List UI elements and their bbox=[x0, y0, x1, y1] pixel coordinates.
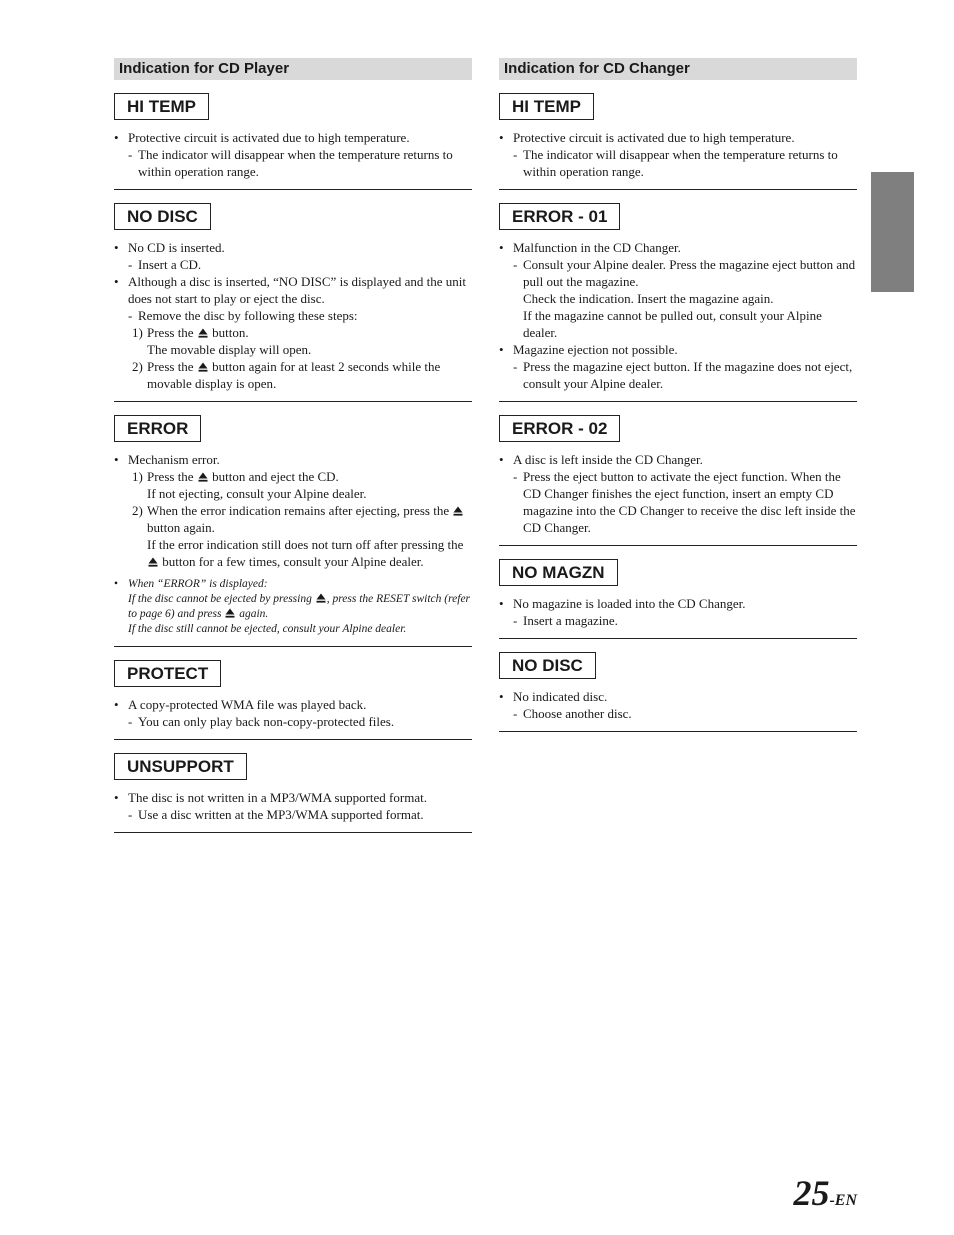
block-protect bbox=[114, 660, 472, 740]
item-text: No indicated disc. bbox=[513, 689, 608, 704]
cd-changer-column bbox=[499, 58, 857, 745]
step-text: button. bbox=[212, 325, 249, 340]
item-text: Protective circuit is activated due to high temperature. bbox=[128, 130, 410, 145]
label-no-disc: NO DISC bbox=[499, 652, 596, 679]
step-number: 2) bbox=[132, 503, 143, 518]
list-no-disc bbox=[114, 239, 472, 392]
step-text: button again. bbox=[147, 520, 215, 535]
step-2 bbox=[128, 358, 472, 392]
eject-icon bbox=[225, 608, 235, 618]
item-text: Magazine ejection not possible. bbox=[513, 342, 678, 357]
sub-item: - Insert a magazine. bbox=[513, 612, 857, 629]
step-text: Press the bbox=[147, 469, 194, 484]
list-item bbox=[114, 239, 472, 273]
item-text: No CD is inserted. bbox=[128, 240, 225, 255]
note-text: again. bbox=[239, 608, 269, 620]
list-item bbox=[499, 688, 857, 722]
block-no-disc-changer bbox=[499, 652, 857, 732]
note-text: If the disc still cannot be ejected, consult your Alpine dealer. bbox=[128, 623, 407, 635]
section-heading-cd-player: Indication for CD Player bbox=[114, 58, 472, 80]
note-text: If the disc cannot be ejected by pressing bbox=[128, 593, 312, 605]
note-text: When “ERROR” is displayed: bbox=[128, 578, 268, 590]
list-item bbox=[114, 696, 472, 730]
list-item bbox=[114, 273, 472, 392]
eject-icon bbox=[148, 557, 158, 567]
note-error-displayed bbox=[114, 577, 472, 637]
list-no-disc bbox=[499, 688, 857, 722]
list-error bbox=[114, 451, 472, 570]
item-text: A disc is left inside the CD Changer. bbox=[513, 452, 703, 467]
sub-item: - Choose another disc. bbox=[513, 705, 857, 722]
list-error-02 bbox=[499, 451, 857, 536]
label-protect: PROTECT bbox=[114, 660, 221, 687]
step-text: Press the bbox=[147, 325, 194, 340]
eject-icon bbox=[316, 593, 326, 603]
list-error-01 bbox=[499, 239, 857, 392]
step-text: button and eject the CD. bbox=[212, 469, 339, 484]
list-hi-temp bbox=[114, 129, 472, 180]
item-text: Although a disc is inserted, “NO DISC” is displayed and the unit does not start to play or eject the disc. bbox=[128, 274, 466, 306]
page-number bbox=[793, 1172, 857, 1214]
item-text: A copy-protected WMA file was played back. bbox=[128, 697, 367, 712]
list-item bbox=[499, 595, 857, 629]
list-protect bbox=[114, 696, 472, 730]
side-tab-marker bbox=[871, 172, 914, 292]
step-text: button again for at least 2 seconds while the movable display is open. bbox=[147, 359, 441, 391]
sub-text: If the magazine cannot be pulled out, consult your Alpine dealer. bbox=[523, 308, 822, 340]
block-error-01 bbox=[499, 203, 857, 402]
block-error-player bbox=[114, 415, 472, 647]
list-item bbox=[114, 789, 472, 823]
step-text: When the error indication remains after ejecting, press the bbox=[147, 503, 450, 518]
step-text: If not ejecting, consult your Alpine dealer. bbox=[147, 486, 367, 501]
step-text: Press the bbox=[147, 359, 194, 374]
step-1 bbox=[128, 324, 472, 358]
block-no-magzn bbox=[499, 559, 857, 639]
item-text: The disc is not written in a MP3/WMA supported format. bbox=[128, 790, 427, 805]
sub-item: - You can only play back non-copy-protected files. bbox=[128, 713, 472, 730]
list-no-magzn bbox=[499, 595, 857, 629]
list-item bbox=[499, 451, 857, 536]
step-text: button for a few times, consult your Alpine dealer. bbox=[162, 554, 424, 569]
page-number-value: 25 bbox=[793, 1173, 830, 1213]
sub-item: - Insert a CD. bbox=[128, 256, 472, 273]
label-hi-temp: HI TEMP bbox=[499, 93, 594, 120]
sub-text: Consult your Alpine dealer. Press the magazine eject button and pull out the magazine. bbox=[523, 257, 856, 289]
item-text: Malfunction in the CD Changer. bbox=[513, 240, 681, 255]
sub-item: - Press the magazine eject button. If the magazine does not eject, consult your Alpine dealer. bbox=[513, 358, 857, 392]
item-text: No magazine is loaded into the CD Changer. bbox=[513, 596, 746, 611]
note-text: , press the RESET switch (refer to page 6) and press bbox=[128, 593, 471, 620]
block-hi-temp-changer bbox=[499, 93, 857, 190]
item-text: Mechanism error. bbox=[128, 452, 220, 467]
step-text: The movable display will open. bbox=[147, 342, 312, 357]
sub-item: - The indicator will disappear when the temperature returns to within operation range. bbox=[128, 146, 472, 180]
section-heading-cd-changer: Indication for CD Changer bbox=[499, 58, 857, 80]
page-number-suffix: -EN bbox=[829, 1192, 857, 1209]
label-hi-temp: HI TEMP bbox=[114, 93, 209, 120]
eject-icon bbox=[198, 328, 208, 338]
list-item bbox=[499, 341, 857, 392]
list-item bbox=[499, 129, 857, 180]
cd-player-column bbox=[114, 58, 472, 846]
sub-item: - Remove the disc by following these steps: bbox=[128, 307, 472, 324]
list-item bbox=[114, 129, 472, 180]
list-unsupport bbox=[114, 789, 472, 823]
item-text: Protective circuit is activated due to high temperature. bbox=[513, 130, 795, 145]
label-error-01: ERROR - 01 bbox=[499, 203, 620, 230]
block-unsupport bbox=[114, 753, 472, 833]
step-number: 1) bbox=[132, 469, 143, 484]
sub-item bbox=[513, 256, 857, 341]
step-text: If the error indication still does not turn off after pressing the bbox=[147, 537, 464, 552]
list-item bbox=[499, 239, 857, 341]
step-2 bbox=[128, 502, 472, 570]
step-number: 2) bbox=[132, 359, 143, 374]
sub-item: - The indicator will disappear when the temperature returns to within operation range. bbox=[513, 146, 857, 180]
eject-icon bbox=[198, 362, 208, 372]
block-hi-temp-player bbox=[114, 93, 472, 190]
label-unsupport: UNSUPPORT bbox=[114, 753, 247, 780]
step-1 bbox=[128, 468, 472, 502]
list-item bbox=[114, 451, 472, 570]
block-no-disc-player bbox=[114, 203, 472, 402]
label-error: ERROR bbox=[114, 415, 201, 442]
block-error-02 bbox=[499, 415, 857, 546]
sub-item: - Use a disc written at the MP3/WMA supported format. bbox=[128, 806, 472, 823]
label-no-magzn: NO MAGZN bbox=[499, 559, 618, 586]
eject-icon bbox=[453, 506, 463, 516]
sub-text: Check the indication. Insert the magazine again. bbox=[523, 291, 774, 306]
label-no-disc: NO DISC bbox=[114, 203, 211, 230]
label-error-02: ERROR - 02 bbox=[499, 415, 620, 442]
list-hi-temp bbox=[499, 129, 857, 180]
sub-item: - Press the eject button to activate the eject function. When the CD Changer finishes the eject function, insert an empty CD magazine into the CD Changer to receive the disc left inside the CD Changer. bbox=[513, 468, 857, 536]
step-number: 1) bbox=[132, 325, 143, 340]
eject-icon bbox=[198, 472, 208, 482]
